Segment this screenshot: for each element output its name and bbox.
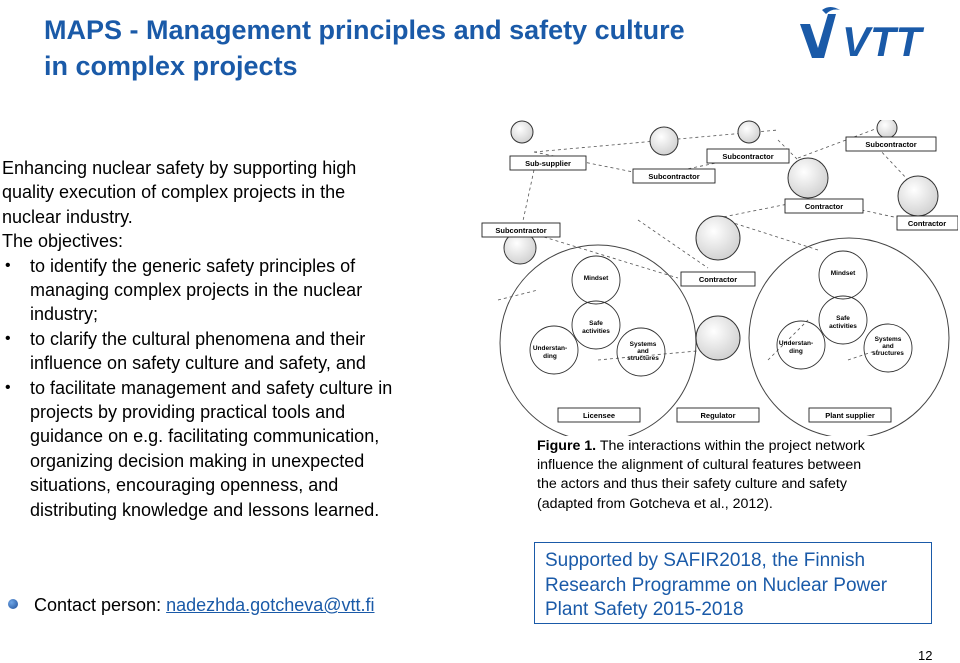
label-licensee: Licensee — [582, 411, 616, 420]
caption-line: influence the alignment of cultural features between — [537, 457, 862, 474]
contractor-node — [696, 216, 740, 260]
label-safe-right: Safe — [836, 315, 850, 322]
objective-line: situations, encouraging openness, and — [30, 475, 339, 496]
label-mindset-right: Mindset — [830, 270, 856, 277]
caption-line: the actors and thus their safety culture and safety — [537, 476, 847, 493]
objective-line: to clarify the cultural phenomena and their — [30, 328, 366, 349]
vtt-logo-swoosh — [822, 7, 840, 14]
subcontractor-node — [788, 158, 828, 198]
funding-line: Research Programme on Nuclear Power — [545, 574, 888, 596]
label-plant-supplier: Plant supplier — [825, 411, 875, 420]
caption-line: (adapted from Gotcheva et al., 2012). — [537, 495, 773, 512]
intro-line: quality execution of complex projects in the — [2, 182, 346, 203]
label-subcontractor-top: Subcontractor — [722, 152, 774, 161]
objective-line: influence on safety culture and safety, and — [30, 353, 366, 374]
label-understanding-right-1: Understan- — [778, 340, 814, 347]
diagram-box-labels — [495, 140, 946, 420]
label-contractor-right: Contractor — [907, 219, 947, 228]
page-number: 12 — [918, 648, 933, 663]
intro-line: Enhancing nuclear safety by supporting high — [2, 158, 357, 178]
bullet-icon: • — [5, 378, 11, 396]
figure-caption — [537, 437, 937, 514]
sub-supplier-node — [511, 121, 533, 143]
label-safe-left: Safe — [589, 320, 603, 327]
vtt-logo-icon — [796, 4, 956, 62]
center-node — [696, 316, 740, 360]
funding-line: Supported by SAFIR2018, the Finnish — [545, 550, 866, 571]
label-contractor-mid: Contractor — [698, 275, 738, 284]
label-mindset-left: Mindset — [583, 275, 609, 282]
funding-box — [534, 542, 932, 624]
label-systems-left-2: and — [637, 348, 649, 355]
subcontractor-mid-node — [650, 127, 678, 155]
title-line-2: in complex projects — [44, 51, 298, 81]
objective-line: distributing knowledge and lessons learned. — [30, 499, 380, 520]
label-understanding-right-2: ding — [789, 348, 803, 355]
label-activities-right: activities — [829, 323, 857, 330]
objective-item — [2, 327, 462, 376]
vtt-logo-text: VTT — [842, 18, 922, 62]
objective-item — [2, 376, 462, 522]
project-network-diagram — [478, 120, 958, 436]
label-subcontractor-left: Subcontractor — [495, 226, 547, 235]
subcontractor-right-node — [877, 120, 897, 138]
contact-label: Contact person: — [34, 595, 162, 615]
label-understanding-left-1: Understan- — [532, 345, 568, 352]
objective-line: guidance on e.g. facilitating communication, — [30, 426, 380, 447]
page-title — [44, 12, 804, 84]
caption-label: Figure 1. — [537, 438, 597, 454]
objective-line: projects by providing practical tools and — [30, 402, 346, 423]
left-big-circle — [500, 245, 696, 436]
objective-line: managing complex projects in the nuclear — [30, 280, 363, 301]
label-subcontractor-mid: Subcontractor — [648, 172, 700, 181]
label-understanding-left-2: ding — [543, 353, 557, 360]
objective-line: industry; — [30, 304, 99, 325]
label-regulator: Regulator — [700, 411, 736, 420]
subcontractor-top-node — [738, 121, 760, 143]
objective-line: organizing decision making in unexpected — [30, 450, 365, 471]
label-systems-left-3: structures — [627, 355, 659, 362]
intro-line: nuclear industry. — [2, 206, 133, 227]
title-line-1: MAPS - Management principles and safety culture — [44, 15, 685, 45]
intro-section — [2, 156, 462, 522]
label-contractor-upper: Contractor — [804, 202, 844, 211]
right-big-circle — [749, 238, 949, 436]
objective-line: to identify the generic safety principles of — [30, 255, 356, 276]
bullet-icon: • — [5, 256, 11, 274]
label-systems-right-3: structures — [872, 350, 904, 357]
vtt-logo-wave — [800, 14, 836, 58]
objectives-list — [2, 254, 462, 522]
contractor-right-node — [898, 176, 938, 216]
objective-item — [2, 254, 462, 327]
contact-line — [8, 593, 375, 617]
label-systems-left-1: Systems — [629, 341, 657, 348]
label-systems-right-1: Systems — [874, 336, 902, 343]
bullet-icon: • — [5, 329, 11, 347]
funding-line: Plant Safety 2015-2018 — [545, 599, 744, 620]
label-sub-supplier: Sub-supplier — [525, 159, 571, 168]
objective-line: to facilitate management and safety culture in — [30, 377, 393, 398]
label-subcontractor-right: Subcontractor — [865, 140, 917, 149]
caption-line: The interactions within the project network — [596, 438, 865, 454]
label-systems-right-2: and — [882, 343, 894, 350]
intro-line: The objectives: — [2, 231, 124, 252]
bullet-icon — [8, 599, 18, 609]
contact-email-link[interactable]: nadezhda.gotcheva@vtt.fi — [166, 595, 375, 615]
label-activities-left: activities — [582, 328, 610, 335]
